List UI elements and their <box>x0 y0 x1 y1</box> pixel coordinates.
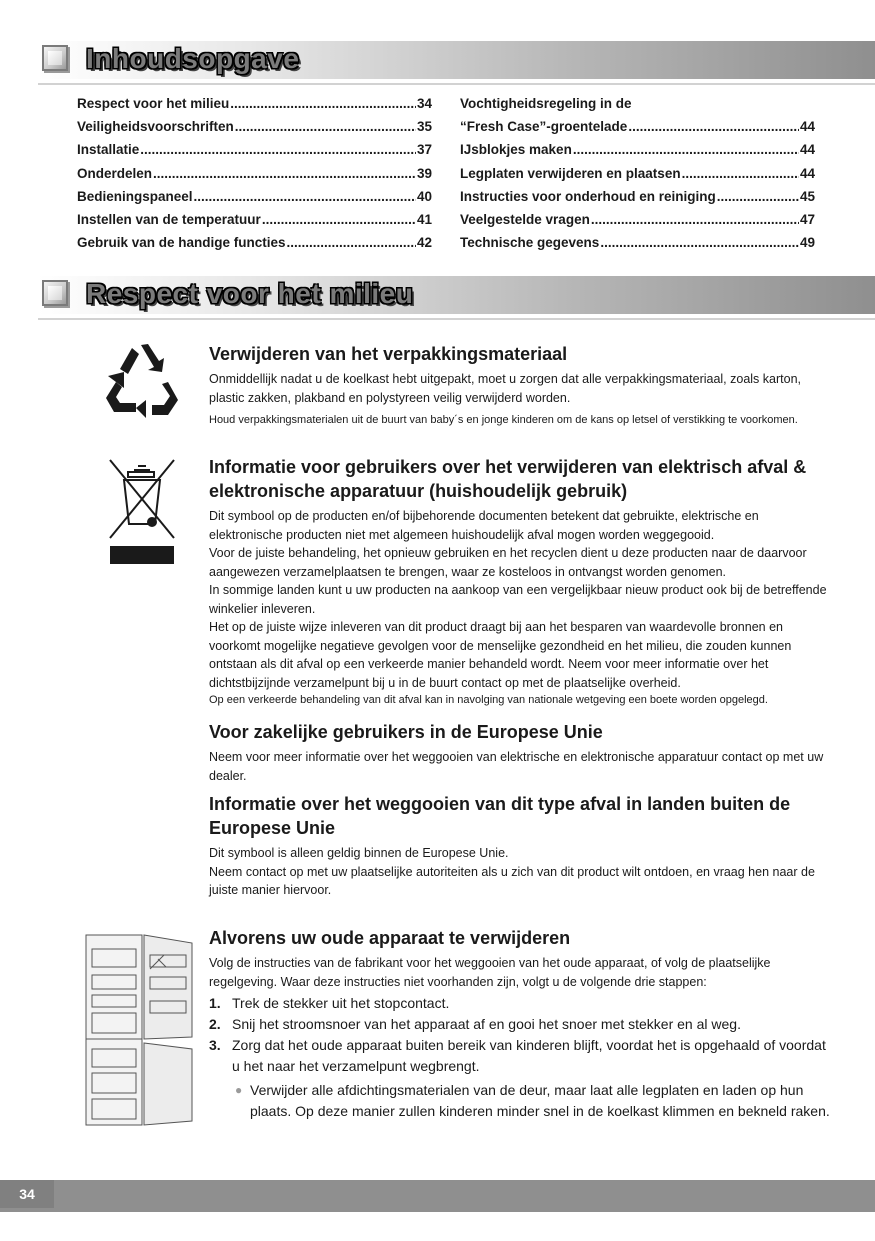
weee-paragraph: Het op de juiste wijze inleveren van dit product draagt bij aan het besparen van waardevolle bronnen en voorkomt mogelijke negatieve gevolgen voor de menselijke gezondheid en het milieu, die zouden kunnen ontstaan als dit afval op een verkeerde manier behandeld wordt. Neem voor meer informatie over het dichtstbijzijnde verzamelpunt bij u in de buurt contact op met de plaatselijke overheid. <box>209 620 792 690</box>
toc-right-column <box>460 96 815 258</box>
toc-entry[interactable]: Technische gegevens ..... 49 <box>460 235 815 258</box>
outside-eu-heading: Informatie over het weggooien van dit type afval in landen buiten de Europese Unie <box>209 794 791 838</box>
packaging-note: Houd verpakkingsmaterialen uit de buurt van baby´s en jonge kinderen om de kans op letsel of verstikking te voorkomen. <box>209 414 798 426</box>
toc-entry[interactable]: IJsblokjes maken ..... 44 <box>460 142 815 165</box>
toc-entry[interactable]: Gebruik van de handige functies ..... 42 <box>77 235 432 258</box>
toc-title: Inhoudsopgave <box>86 43 300 74</box>
packaging-heading: Verwijderen van het verpakkingsmateriaal <box>209 344 568 364</box>
weee-heading: Informatie voor gebruikers over het verwijderen van elektrisch afval & elektronische apparatuur (huishoudelijk gebruik) <box>209 457 807 501</box>
weee-section <box>209 455 835 709</box>
weee-note: Op een verkeerde behandeling van dit afval kan in navolging van nationale wetgeving een boete worden opgelegd. <box>209 694 768 706</box>
old-appliance-heading: Alvorens uw oude apparaat te verwijderen <box>209 928 571 948</box>
toc-banner <box>38 41 875 79</box>
outside-eu-paragraph: Neem contact op met uw plaatselijke autoriteiten als u zich van dit product wilt ontdoen, en vraag hen naar de juiste manier hiervoor. <box>209 864 815 897</box>
toc-entry-line[interactable]: Vochtigheidsregeling in de <box>460 96 632 111</box>
toc-entry[interactable]: Onderdelen ..... 39 <box>77 166 432 189</box>
env-title: Respect voor het milieu <box>86 278 414 309</box>
weee-paragraph: In sommige landen kunt u uw producten na aankoop van een vergelijkbaar nieuw product ook bij de betreffende winkelier inleveren. <box>209 583 827 616</box>
bullet-item: ● Verwijder alle afdichtingsmaterialen van de deur, maar laat alle legplaten en laden op hun plaats. Op deze manier zullen kinderen minder snel in de koelkast klimmen en bekneld raken. <box>235 1080 835 1122</box>
business-heading: Voor zakelijke gebruikers in de Europese Unie <box>209 722 603 742</box>
toc-entry[interactable]: Bedieningspaneel ..... 40 <box>77 189 432 212</box>
toc-entry[interactable]: Veelgestelde vragen ..... 47 <box>460 212 815 235</box>
toc-entry[interactable]: Installatie ..... 37 <box>77 142 432 165</box>
step-item: 2. Snij het stroomsnoer van het apparaat af en gooi het snoer met stekker en al weg. <box>209 1016 741 1032</box>
step-item: 3. Zorg dat het oude apparaat buiten bereik van kinderen blijft, voordat het is opgehaald of voordat u het naar het verzamelpunt wegbrengt. <box>209 1037 826 1074</box>
steps-list <box>209 993 835 1077</box>
old-appliance-intro: Volg de instructies van de fabrikant voor het weggooien van het oude apparaat, of volg de plaatselijke regelgeving. Waar deze instructies niet voorhanden zijn, volgt u de volgende drie stappen: <box>209 956 771 989</box>
toc-entry[interactable]: Instructies voor onderhoud en reiniging ..... 45 <box>460 189 815 212</box>
bullet-dot-icon: ● <box>235 1083 243 1097</box>
toc-left-column <box>77 96 432 258</box>
business-body: Neem voor meer informatie over het weggooien van elektrische en elektronische apparatuur contact op met uw dealer. <box>209 750 824 783</box>
old-appliance-section <box>209 926 835 1122</box>
outside-eu-section <box>209 792 835 900</box>
outside-eu-paragraph: Dit symbool is alleen geldig binnen de Europese Unie. <box>209 846 509 860</box>
toc-entry[interactable]: Instellen van de temperatuur ..... 41 <box>77 212 432 235</box>
recycle-icon <box>102 342 180 418</box>
footer-bar <box>0 1180 875 1212</box>
env-banner <box>38 276 875 314</box>
toc-entry[interactable]: Veiligheidsvoorschriften ..... 35 <box>77 119 432 142</box>
crossed-bin-icon <box>108 458 176 566</box>
packaging-section <box>209 342 835 429</box>
toc-entry[interactable]: “Fresh Case”-groentelade ..... 44 <box>460 119 815 142</box>
weee-paragraph: Dit symbool op de producten en/of bijbehorende documenten betekent dat gebruikte, elektrische en elektronische producten niet met algemeen huishoudelijk afval mogen worden weggegooid. <box>209 509 759 542</box>
toc-entry[interactable]: Respect voor het milieu ..... 34 <box>77 96 432 119</box>
page-number: 34 <box>0 1180 54 1208</box>
business-section <box>209 720 835 785</box>
banner-square-icon <box>42 45 68 71</box>
packaging-body: Onmiddellijk nadat u de koelkast hebt uitgepakt, moet u zorgen dat alle verpakkingsmateriaal, zoals karton, plastic zakken, plakband en polystyreen veilig verwijderd worden. <box>209 372 801 405</box>
fridge-illustration <box>84 925 202 1128</box>
step-item: 1. Trek de stekker uit het stopcontact. <box>209 995 450 1011</box>
banner-square-icon <box>42 280 68 306</box>
toc-entry[interactable]: Legplaten verwijderen en plaatsen ..... 44 <box>460 166 815 189</box>
weee-paragraph: Voor de juiste behandeling, het opnieuw gebruiken en het recyclen dient u deze producten naar de daarvoor aangewezen verzamelplaatsen te brengen, waar ze kosteloos in ontvangst worden genomen. <box>209 546 807 579</box>
